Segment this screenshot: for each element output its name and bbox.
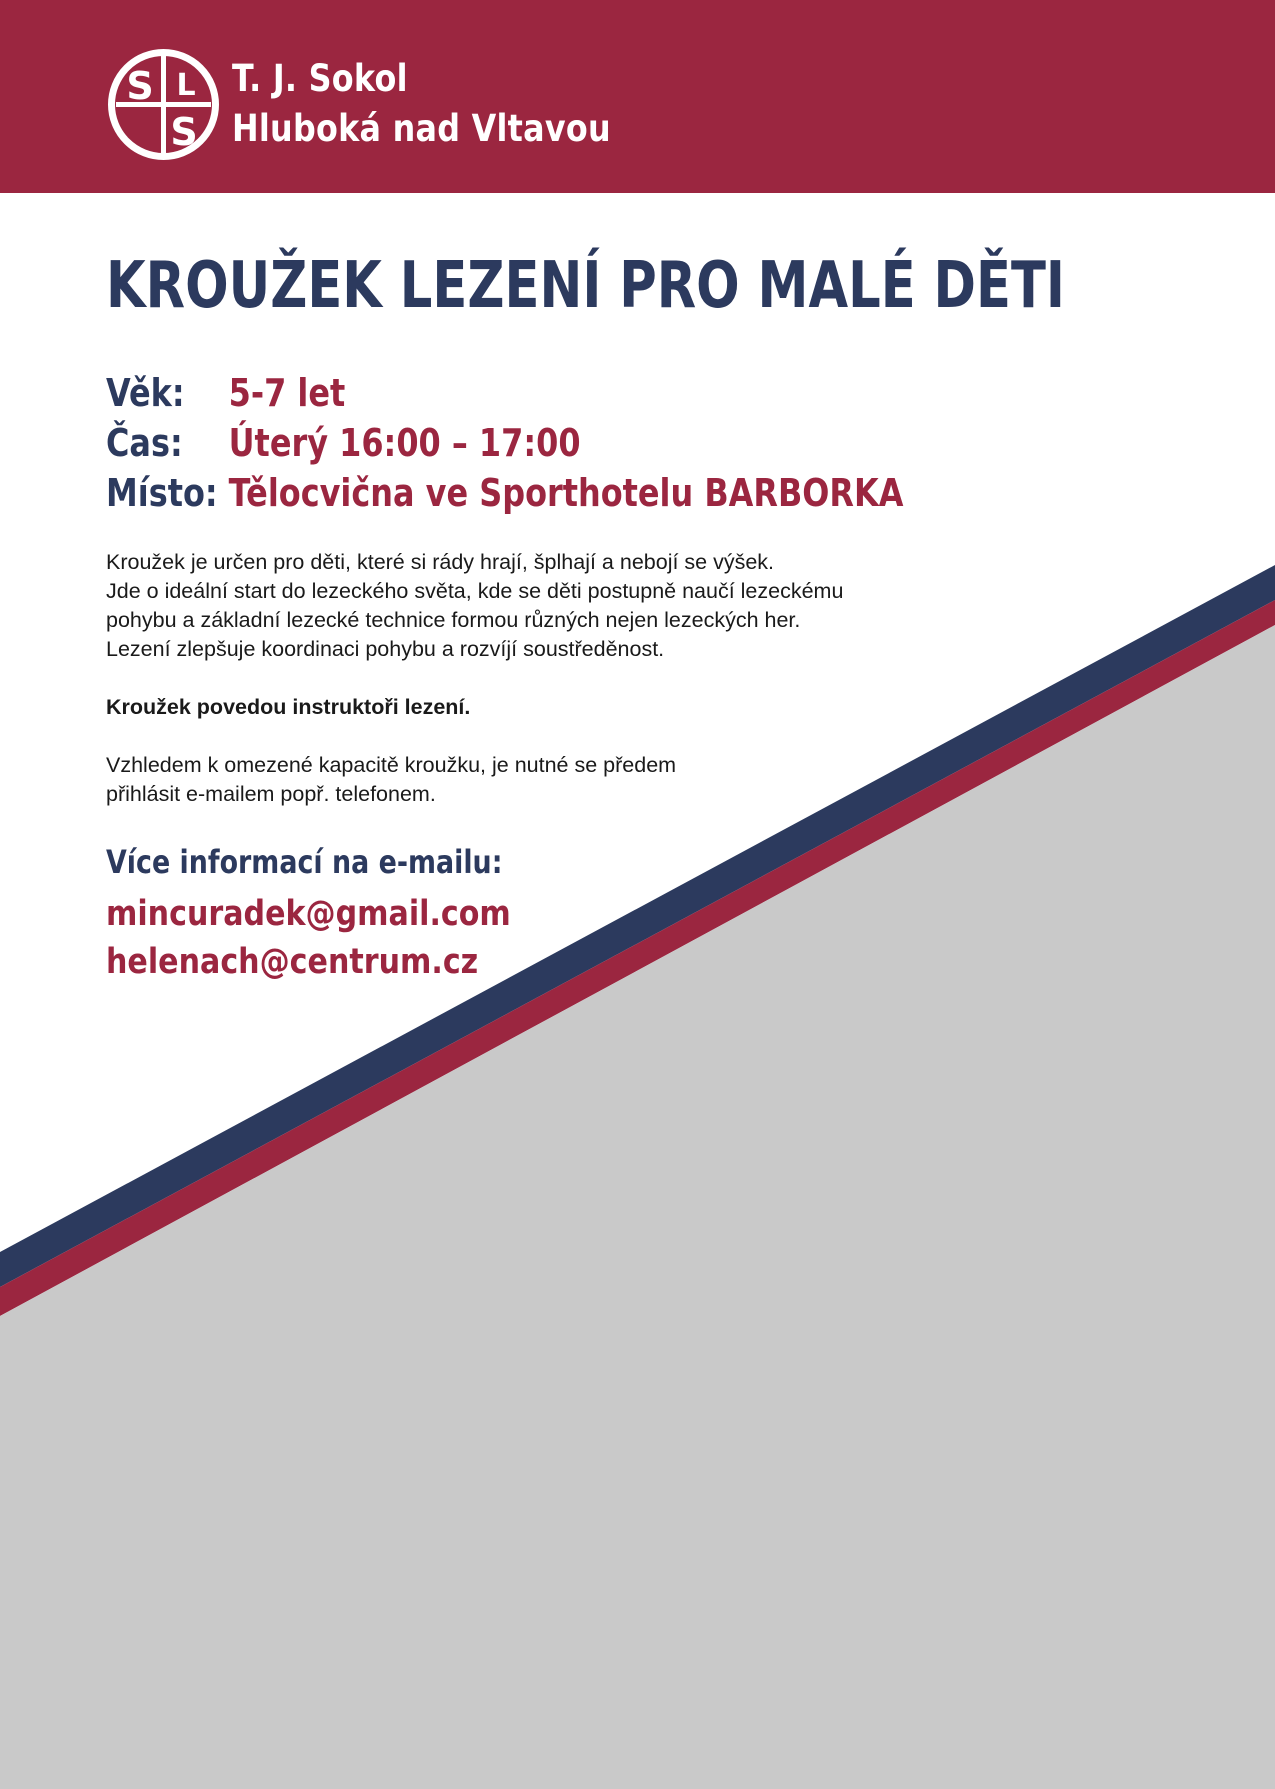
email-link[interactable]: mincuradek@gmail.com bbox=[106, 894, 511, 934]
description-block bbox=[106, 548, 1006, 809]
contact-emails bbox=[106, 890, 511, 986]
instructors-note: Kroužek povedou instruktoři lezení. bbox=[106, 695, 471, 719]
place-label: Místo: bbox=[106, 471, 218, 515]
page-title: KROUŽEK LEZENÍ PRO MALÉ DĚTI bbox=[106, 249, 1065, 323]
description-line: pohybu a základní lezecké technice formou různých nejen lezeckých her. bbox=[106, 608, 801, 632]
svg-text:S: S bbox=[126, 64, 154, 108]
age-value: 5-7 let bbox=[228, 371, 346, 415]
svg-text:L: L bbox=[176, 68, 196, 103]
time-value: Úterý 16:00 – 17:00 bbox=[228, 421, 581, 465]
description-line: Kroužek je určen pro děti, které si rády hrají, šplhají a nebojí se výšek. bbox=[106, 550, 775, 574]
description-line: Lezení zlepšuje koordinaci pohybu a rozvíjí soustředěnost. bbox=[106, 637, 665, 661]
contact-heading: Více informací na e-mailu: bbox=[106, 843, 503, 881]
club-name-line1: T. J. Sokol bbox=[232, 57, 408, 100]
email-link[interactable]: helenach@centrum.cz bbox=[106, 942, 479, 982]
time-label: Čas: bbox=[106, 421, 183, 465]
svg-text:S: S bbox=[170, 110, 198, 154]
spacer bbox=[106, 664, 1006, 693]
spacer bbox=[106, 722, 1006, 751]
place-value: Tělocvična ve Sporthotelu BARBORKA bbox=[228, 471, 904, 515]
age-label: Věk: bbox=[106, 371, 185, 415]
description-line: Jde o ideální start do lezeckého světa, kde se děti postupně naučí lezeckému bbox=[106, 579, 844, 603]
signup-line: Vzhledem k omezené kapacitě kroužku, je nutné se předem bbox=[106, 753, 677, 777]
club-name-line2: Hluboká nad Vltavou bbox=[232, 107, 611, 150]
signup-line: přihlásit e-mailem popř. telefonem. bbox=[106, 782, 436, 806]
